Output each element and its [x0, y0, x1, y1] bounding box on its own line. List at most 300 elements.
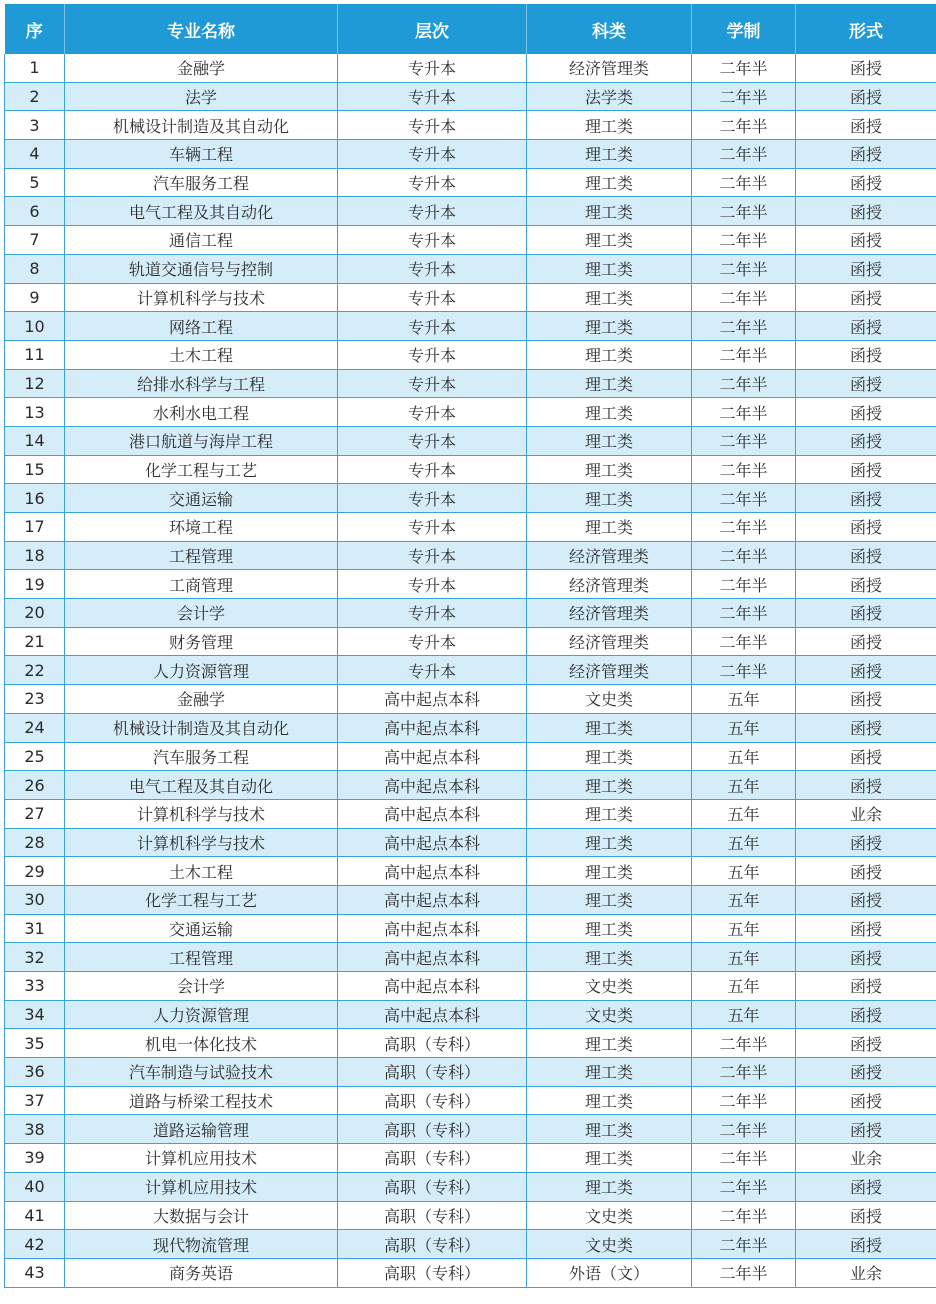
cell-major-name: 商务英语	[65, 1258, 338, 1287]
cell-level: 专升本	[338, 168, 527, 197]
cell-category: 经济管理类	[527, 627, 692, 656]
cell-duration: 二年半	[692, 111, 796, 140]
cell-category: 理工类	[527, 857, 692, 886]
table-row	[5, 111, 936, 140]
cell-form: 函授	[796, 828, 936, 857]
cell-no: 43	[5, 1258, 65, 1287]
cell-level: 高职（专科）	[338, 1144, 527, 1173]
cell-no: 24	[5, 713, 65, 742]
majors-table	[4, 4, 936, 1288]
cell-duration: 二年半	[692, 627, 796, 656]
cell-no: 6	[5, 197, 65, 226]
cell-category: 文史类	[527, 1201, 692, 1230]
cell-major-name: 工商管理	[65, 570, 338, 599]
cell-no: 17	[5, 513, 65, 542]
table-row	[5, 168, 936, 197]
cell-no: 5	[5, 168, 65, 197]
cell-duration: 二年半	[692, 1172, 796, 1201]
cell-category: 理工类	[527, 885, 692, 914]
cell-form: 函授	[796, 484, 936, 513]
cell-no: 21	[5, 627, 65, 656]
cell-category: 理工类	[527, 1172, 692, 1201]
cell-level: 专升本	[338, 455, 527, 484]
cell-no: 2	[5, 82, 65, 111]
table-row	[5, 197, 936, 226]
table-row	[5, 312, 936, 341]
table-row	[5, 771, 936, 800]
cell-duration: 二年半	[692, 656, 796, 685]
cell-form: 函授	[796, 685, 936, 714]
cell-form: 函授	[796, 541, 936, 570]
table-row	[5, 943, 936, 972]
cell-no: 1	[5, 54, 65, 82]
cell-category: 理工类	[527, 197, 692, 226]
cell-no: 28	[5, 828, 65, 857]
cell-level: 高中起点本科	[338, 685, 527, 714]
cell-category: 理工类	[527, 226, 692, 255]
cell-duration: 二年半	[692, 426, 796, 455]
cell-major-name: 会计学	[65, 599, 338, 628]
cell-major-name: 计算机应用技术	[65, 1172, 338, 1201]
cell-form: 函授	[796, 111, 936, 140]
cell-major-name: 计算机科学与技术	[65, 283, 338, 312]
cell-category: 理工类	[527, 312, 692, 341]
cell-duration: 二年半	[692, 1230, 796, 1259]
table-row	[5, 426, 936, 455]
cell-duration: 二年半	[692, 1115, 796, 1144]
cell-duration: 二年半	[692, 254, 796, 283]
table-row	[5, 570, 936, 599]
cell-major-name: 通信工程	[65, 226, 338, 255]
cell-no: 27	[5, 799, 65, 828]
cell-no: 15	[5, 455, 65, 484]
cell-no: 25	[5, 742, 65, 771]
table-row	[5, 541, 936, 570]
table-row	[5, 713, 936, 742]
cell-category: 经济管理类	[527, 599, 692, 628]
cell-level: 专升本	[338, 627, 527, 656]
cell-duration: 二年半	[692, 197, 796, 226]
cell-major-name: 机电一体化技术	[65, 1029, 338, 1058]
cell-duration: 五年	[692, 742, 796, 771]
cell-no: 22	[5, 656, 65, 685]
cell-level: 高中起点本科	[338, 799, 527, 828]
cell-no: 40	[5, 1172, 65, 1201]
cell-form: 函授	[796, 627, 936, 656]
cell-category: 法学类	[527, 82, 692, 111]
cell-form: 函授	[796, 1000, 936, 1029]
cell-level: 高职（专科）	[338, 1115, 527, 1144]
cell-form: 业余	[796, 1258, 936, 1287]
table-row	[5, 484, 936, 513]
cell-duration: 五年	[692, 771, 796, 800]
cell-no: 20	[5, 599, 65, 628]
cell-duration: 二年半	[692, 1258, 796, 1287]
cell-duration: 二年半	[692, 312, 796, 341]
cell-category: 理工类	[527, 742, 692, 771]
cell-no: 11	[5, 340, 65, 369]
cell-no: 38	[5, 1115, 65, 1144]
cell-no: 14	[5, 426, 65, 455]
cell-category: 理工类	[527, 254, 692, 283]
table-row	[5, 1201, 936, 1230]
header-duration: 学制	[692, 4, 796, 54]
cell-level: 专升本	[338, 541, 527, 570]
cell-form: 函授	[796, 197, 936, 226]
header-major-name: 专业名称	[65, 4, 338, 54]
cell-form: 函授	[796, 1058, 936, 1087]
cell-form: 函授	[796, 943, 936, 972]
cell-level: 专升本	[338, 312, 527, 341]
cell-category: 理工类	[527, 771, 692, 800]
cell-no: 30	[5, 885, 65, 914]
cell-form: 函授	[796, 1172, 936, 1201]
cell-no: 39	[5, 1144, 65, 1173]
cell-major-name: 道路运输管理	[65, 1115, 338, 1144]
cell-level: 高中起点本科	[338, 713, 527, 742]
table-row	[5, 226, 936, 255]
cell-form: 函授	[796, 1115, 936, 1144]
cell-major-name: 港口航道与海岸工程	[65, 426, 338, 455]
cell-category: 理工类	[527, 828, 692, 857]
cell-form: 函授	[796, 54, 936, 82]
header-no: 序	[5, 4, 65, 54]
cell-major-name: 轨道交通信号与控制	[65, 254, 338, 283]
cell-no: 19	[5, 570, 65, 599]
cell-level: 高中起点本科	[338, 914, 527, 943]
cell-major-name: 汽车制造与试验技术	[65, 1058, 338, 1087]
cell-category: 理工类	[527, 799, 692, 828]
cell-form: 函授	[796, 713, 936, 742]
cell-category: 理工类	[527, 914, 692, 943]
table-row	[5, 799, 936, 828]
cell-form: 函授	[796, 771, 936, 800]
cell-duration: 五年	[692, 713, 796, 742]
cell-category: 经济管理类	[527, 541, 692, 570]
cell-form: 函授	[796, 656, 936, 685]
cell-category: 文史类	[527, 685, 692, 714]
cell-level: 高中起点本科	[338, 742, 527, 771]
cell-category: 外语（文）	[527, 1258, 692, 1287]
table-row	[5, 283, 936, 312]
cell-level: 专升本	[338, 369, 527, 398]
cell-form: 函授	[796, 599, 936, 628]
cell-major-name: 金融学	[65, 685, 338, 714]
cell-duration: 二年半	[692, 1201, 796, 1230]
cell-no: 18	[5, 541, 65, 570]
cell-level: 高职（专科）	[338, 1230, 527, 1259]
cell-no: 4	[5, 140, 65, 169]
cell-level: 高中起点本科	[338, 771, 527, 800]
cell-duration: 五年	[692, 1000, 796, 1029]
cell-form: 业余	[796, 799, 936, 828]
table-row	[5, 599, 936, 628]
cell-duration: 二年半	[692, 226, 796, 255]
table-row	[5, 254, 936, 283]
cell-duration: 二年半	[692, 168, 796, 197]
cell-duration: 二年半	[692, 599, 796, 628]
header-row	[5, 4, 936, 54]
cell-category: 经济管理类	[527, 656, 692, 685]
cell-no: 7	[5, 226, 65, 255]
cell-duration: 五年	[692, 799, 796, 828]
cell-duration: 五年	[692, 685, 796, 714]
cell-level: 高中起点本科	[338, 1000, 527, 1029]
cell-level: 高职（专科）	[338, 1058, 527, 1087]
cell-no: 9	[5, 283, 65, 312]
cell-no: 29	[5, 857, 65, 886]
cell-category: 理工类	[527, 1115, 692, 1144]
cell-level: 专升本	[338, 484, 527, 513]
cell-major-name: 土木工程	[65, 857, 338, 886]
cell-level: 高职（专科）	[338, 1086, 527, 1115]
header-form: 形式	[796, 4, 936, 54]
cell-duration: 五年	[692, 914, 796, 943]
cell-major-name: 车辆工程	[65, 140, 338, 169]
table-row	[5, 972, 936, 1001]
cell-major-name: 汽车服务工程	[65, 742, 338, 771]
cell-no: 26	[5, 771, 65, 800]
cell-form: 函授	[796, 226, 936, 255]
cell-major-name: 计算机应用技术	[65, 1144, 338, 1173]
cell-category: 理工类	[527, 513, 692, 542]
cell-duration: 二年半	[692, 1058, 796, 1087]
cell-duration: 二年半	[692, 398, 796, 427]
cell-category: 文史类	[527, 1230, 692, 1259]
cell-level: 高中起点本科	[338, 828, 527, 857]
cell-no: 23	[5, 685, 65, 714]
table-row	[5, 1230, 936, 1259]
cell-form: 函授	[796, 914, 936, 943]
cell-major-name: 金融学	[65, 54, 338, 82]
cell-level: 专升本	[338, 140, 527, 169]
cell-level: 专升本	[338, 54, 527, 82]
cell-form: 业余	[796, 1144, 936, 1173]
cell-category: 理工类	[527, 283, 692, 312]
cell-category: 理工类	[527, 1086, 692, 1115]
table-row	[5, 857, 936, 886]
cell-form: 函授	[796, 283, 936, 312]
cell-major-name: 计算机科学与技术	[65, 799, 338, 828]
table-row	[5, 1000, 936, 1029]
cell-category: 理工类	[527, 943, 692, 972]
cell-no: 13	[5, 398, 65, 427]
cell-major-name: 水利水电工程	[65, 398, 338, 427]
cell-category: 理工类	[527, 713, 692, 742]
cell-major-name: 交通运输	[65, 914, 338, 943]
table-row	[5, 398, 936, 427]
cell-category: 理工类	[527, 1144, 692, 1173]
cell-major-name: 现代物流管理	[65, 1230, 338, 1259]
cell-category: 理工类	[527, 1058, 692, 1087]
cell-duration: 二年半	[692, 283, 796, 312]
cell-duration: 二年半	[692, 570, 796, 599]
cell-no: 10	[5, 312, 65, 341]
cell-level: 专升本	[338, 599, 527, 628]
cell-category: 经济管理类	[527, 54, 692, 82]
table-row	[5, 82, 936, 111]
cell-major-name: 工程管理	[65, 541, 338, 570]
cell-major-name: 机械设计制造及其自动化	[65, 713, 338, 742]
cell-category: 理工类	[527, 140, 692, 169]
cell-major-name: 人力资源管理	[65, 656, 338, 685]
cell-no: 41	[5, 1201, 65, 1230]
cell-level: 高中起点本科	[338, 943, 527, 972]
table-row	[5, 685, 936, 714]
table-row	[5, 513, 936, 542]
cell-form: 函授	[796, 426, 936, 455]
cell-category: 理工类	[527, 484, 692, 513]
header-category: 科类	[527, 4, 692, 54]
cell-form: 函授	[796, 742, 936, 771]
table-row	[5, 1144, 936, 1173]
table-row	[5, 54, 936, 82]
cell-major-name: 财务管理	[65, 627, 338, 656]
cell-major-name: 化学工程与工艺	[65, 885, 338, 914]
table-row	[5, 742, 936, 771]
cell-no: 34	[5, 1000, 65, 1029]
cell-major-name: 网络工程	[65, 312, 338, 341]
cell-level: 专升本	[338, 111, 527, 140]
cell-major-name: 化学工程与工艺	[65, 455, 338, 484]
table-body	[5, 54, 936, 1287]
cell-form: 函授	[796, 455, 936, 484]
cell-category: 理工类	[527, 455, 692, 484]
cell-level: 专升本	[338, 570, 527, 599]
cell-form: 函授	[796, 168, 936, 197]
cell-category: 理工类	[527, 398, 692, 427]
cell-form: 函授	[796, 140, 936, 169]
cell-major-name: 道路与桥梁工程技术	[65, 1086, 338, 1115]
cell-major-name: 工程管理	[65, 943, 338, 972]
cell-no: 31	[5, 914, 65, 943]
cell-level: 高职（专科）	[338, 1172, 527, 1201]
cell-level: 专升本	[338, 398, 527, 427]
cell-form: 函授	[796, 1201, 936, 1230]
cell-level: 高中起点本科	[338, 972, 527, 1001]
header-level: 层次	[338, 4, 527, 54]
cell-form: 函授	[796, 254, 936, 283]
cell-major-name: 人力资源管理	[65, 1000, 338, 1029]
cell-no: 3	[5, 111, 65, 140]
cell-level: 专升本	[338, 254, 527, 283]
cell-category: 文史类	[527, 972, 692, 1001]
cell-duration: 二年半	[692, 541, 796, 570]
cell-form: 函授	[796, 398, 936, 427]
cell-duration: 二年半	[692, 455, 796, 484]
cell-major-name: 大数据与会计	[65, 1201, 338, 1230]
cell-major-name: 环境工程	[65, 513, 338, 542]
table-row	[5, 1115, 936, 1144]
table-row	[5, 914, 936, 943]
cell-duration: 五年	[692, 943, 796, 972]
cell-form: 函授	[796, 885, 936, 914]
cell-category: 文史类	[527, 1000, 692, 1029]
cell-level: 专升本	[338, 426, 527, 455]
cell-no: 37	[5, 1086, 65, 1115]
cell-category: 经济管理类	[527, 570, 692, 599]
cell-major-name: 法学	[65, 82, 338, 111]
table-header	[5, 4, 936, 54]
cell-no: 35	[5, 1029, 65, 1058]
cell-no: 33	[5, 972, 65, 1001]
cell-duration: 二年半	[692, 140, 796, 169]
cell-duration: 二年半	[692, 1029, 796, 1058]
cell-form: 函授	[796, 1230, 936, 1259]
cell-no: 12	[5, 369, 65, 398]
cell-no: 36	[5, 1058, 65, 1087]
cell-duration: 五年	[692, 972, 796, 1001]
cell-level: 高中起点本科	[338, 857, 527, 886]
cell-form: 函授	[796, 513, 936, 542]
cell-level: 高中起点本科	[338, 885, 527, 914]
cell-form: 函授	[796, 1029, 936, 1058]
cell-category: 理工类	[527, 168, 692, 197]
cell-duration: 二年半	[692, 82, 796, 111]
cell-form: 函授	[796, 857, 936, 886]
cell-form: 函授	[796, 340, 936, 369]
cell-level: 专升本	[338, 656, 527, 685]
cell-duration: 二年半	[692, 369, 796, 398]
cell-level: 高职（专科）	[338, 1201, 527, 1230]
cell-category: 理工类	[527, 111, 692, 140]
table-row	[5, 340, 936, 369]
cell-duration: 二年半	[692, 513, 796, 542]
cell-major-name: 电气工程及其自动化	[65, 197, 338, 226]
table-row	[5, 1029, 936, 1058]
cell-category: 理工类	[527, 426, 692, 455]
cell-duration: 五年	[692, 885, 796, 914]
cell-form: 函授	[796, 82, 936, 111]
cell-level: 专升本	[338, 283, 527, 312]
cell-duration: 二年半	[692, 484, 796, 513]
cell-form: 函授	[796, 972, 936, 1001]
table-row	[5, 1172, 936, 1201]
cell-level: 高职（专科）	[338, 1258, 527, 1287]
cell-level: 专升本	[338, 197, 527, 226]
cell-level: 专升本	[338, 513, 527, 542]
cell-major-name: 电气工程及其自动化	[65, 771, 338, 800]
cell-major-name: 给排水科学与工程	[65, 369, 338, 398]
table-row	[5, 455, 936, 484]
cell-form: 函授	[796, 369, 936, 398]
table-row	[5, 140, 936, 169]
cell-major-name: 计算机科学与技术	[65, 828, 338, 857]
table-row	[5, 1086, 936, 1115]
cell-level: 专升本	[338, 226, 527, 255]
cell-duration: 二年半	[692, 340, 796, 369]
cell-duration: 二年半	[692, 1086, 796, 1115]
table-row	[5, 885, 936, 914]
cell-form: 函授	[796, 1086, 936, 1115]
cell-no: 32	[5, 943, 65, 972]
cell-major-name: 会计学	[65, 972, 338, 1001]
cell-duration: 二年半	[692, 1144, 796, 1173]
cell-form: 函授	[796, 312, 936, 341]
cell-major-name: 汽车服务工程	[65, 168, 338, 197]
table-row	[5, 369, 936, 398]
cell-level: 专升本	[338, 82, 527, 111]
table-row	[5, 828, 936, 857]
table-row	[5, 1258, 936, 1287]
cell-major-name: 土木工程	[65, 340, 338, 369]
cell-duration: 五年	[692, 857, 796, 886]
cell-major-name: 机械设计制造及其自动化	[65, 111, 338, 140]
cell-form: 函授	[796, 570, 936, 599]
cell-no: 42	[5, 1230, 65, 1259]
cell-category: 理工类	[527, 340, 692, 369]
cell-level: 专升本	[338, 340, 527, 369]
